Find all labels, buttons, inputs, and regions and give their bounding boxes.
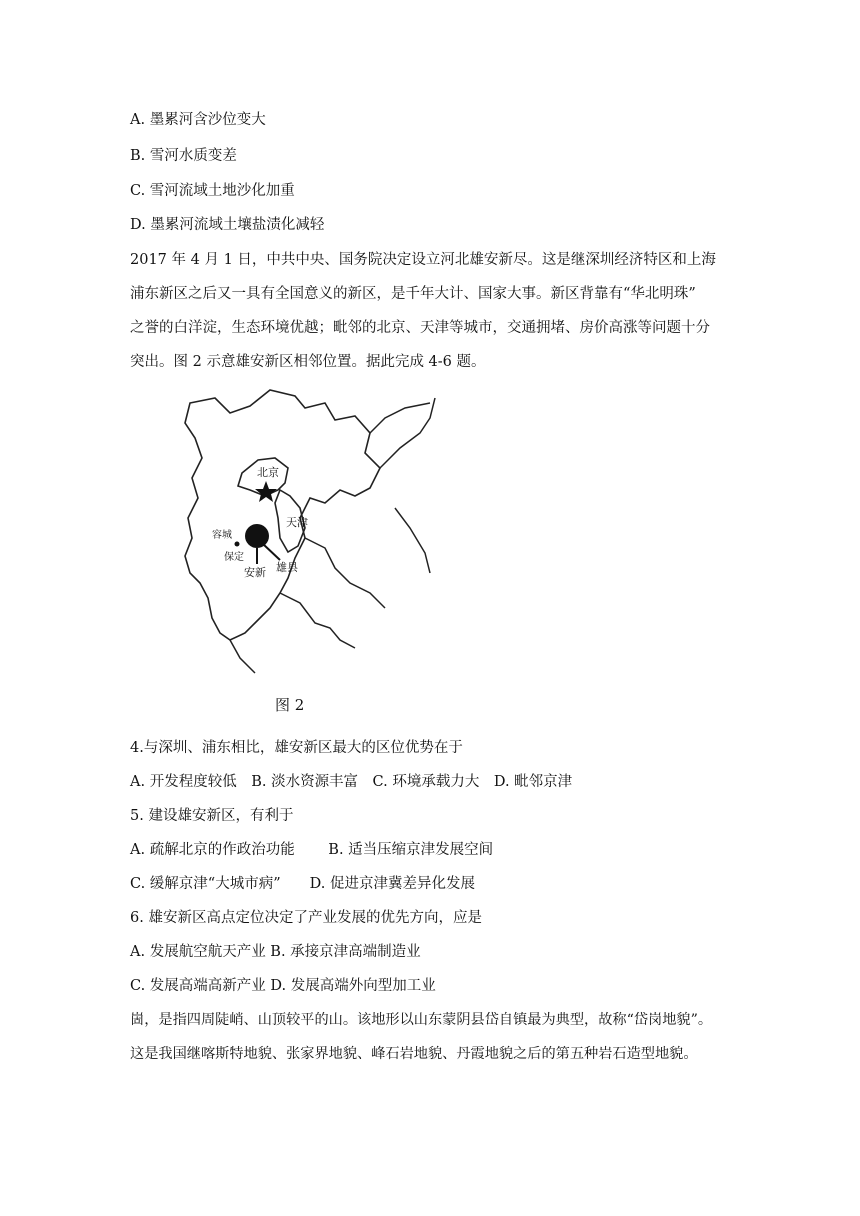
option-b-snowy-water-quality: B. 雪河水质变差 xyxy=(130,148,237,164)
baoding-dot xyxy=(235,542,240,547)
passage-line-2: 浦东新区之后又一具有全国意义的新区，是千年大计、国家大事。新区背靠有“华北明珠” xyxy=(130,286,696,302)
question-6: 6. 雄安新区高点定位决定了产业发展的优先方向，应是 xyxy=(130,910,482,926)
hebei-outline xyxy=(185,390,380,640)
option-a-murray-sediment: A. 墨累河含沙位变大 xyxy=(130,112,266,128)
liaodong-outline xyxy=(370,403,430,433)
question-5-options-cd: C. 缓解京津“大城市病” D. 促进京津冀差异化发展 xyxy=(130,876,475,892)
label-tianjin: 天津 xyxy=(286,516,308,529)
passage-line-4: 突出。图 2 示意雄安新区相邻位置。据此完成 4-6 题。 xyxy=(130,354,486,370)
question-5-options-ab: A. 疏解北京的作政治功能 B. 适当压缩京津发展空间 xyxy=(130,842,494,858)
figure-caption: 图 2 xyxy=(275,696,305,714)
beijing-star-icon xyxy=(255,481,277,502)
question-5: 5. 建设雄安新区，有利于 xyxy=(130,808,294,824)
shandong-outline xyxy=(280,593,355,648)
label-anxin: 安新 xyxy=(244,566,266,579)
label-xiongxian: 雄县 xyxy=(276,561,298,574)
xiongan-marker xyxy=(245,524,269,548)
passage-line-1: 2017 年 4 月 1 日，中共中央、国务院决定设立河北雄安新尽。这是继深圳经济特区和上海 xyxy=(130,252,716,268)
southern-outline xyxy=(230,640,255,673)
figure-2-xiongan-map xyxy=(130,378,460,723)
label-baoding: 保定 xyxy=(224,552,244,563)
label-beijing: 北京 xyxy=(257,466,279,479)
passage-gu-line-1: 崮，是指四周陡峭、山顶较平的山。该地形以山东蒙阴县岱自镇最为典型，故称“岱岗地貌”。 xyxy=(130,1012,713,1028)
option-c-snowy-desertification: C. 雪河流域土地沙化加重 xyxy=(130,183,295,199)
question-6-options-cd: C. 发展高端高新产业 D. 发展高端外向型加工业 xyxy=(130,978,436,994)
label-rongcheng: 容城 xyxy=(212,530,232,541)
question-6-options-ab: A. 发展航空航天产业 B. 承接京津高端制造业 xyxy=(130,944,421,960)
passage-gu-line-2: 这是我国继喀斯特地貌、张家界地貌、峰石岩地貌、丹霞地貌之后的第五种岩石造型地貌。 xyxy=(130,1046,698,1062)
question-4: 4.与深圳、浦东相比，雄安新区最大的区位优势在于 xyxy=(130,740,463,756)
option-d-murray-salinization: D. 墨累河流域土壤盐渍化减轻 xyxy=(130,217,325,233)
question-4-options: A. 开发程度较低 B. 淡水资源丰富 C. 环境承载力大 D. 毗邻京津 xyxy=(130,774,573,790)
passage-line-3: 之誉的白洋淀，生态环境优越；毗邻的北京、天津等城市，交通拥堵、房价高涨等问题十分 xyxy=(130,320,710,336)
